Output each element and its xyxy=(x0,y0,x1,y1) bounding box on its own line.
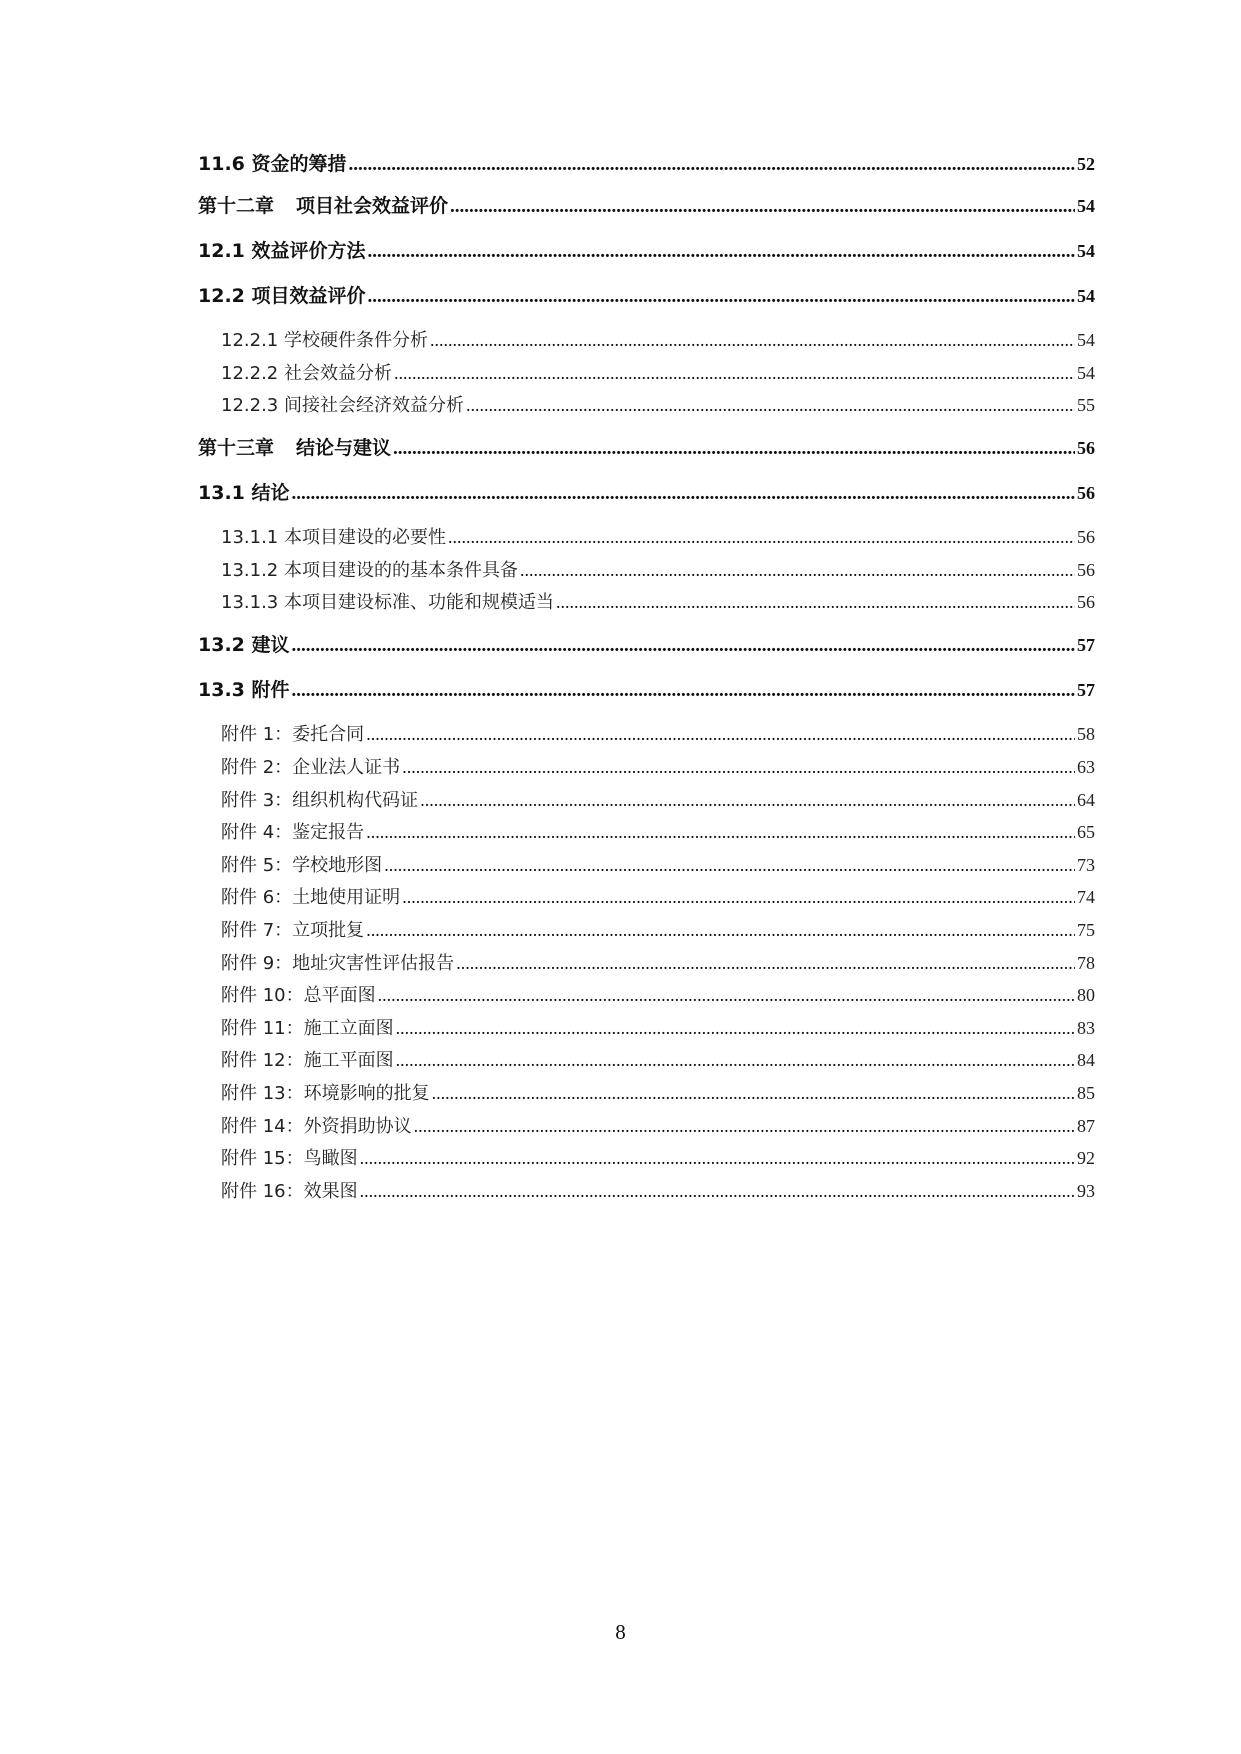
toc-entry xyxy=(198,391,1095,433)
toc-entry-title xyxy=(198,630,290,657)
toc-entry xyxy=(198,191,1095,236)
toc-entry-title xyxy=(221,720,364,746)
toc-entry-page: 85 xyxy=(1077,1082,1095,1103)
toc-dot-leader xyxy=(366,822,1075,843)
toc-entry xyxy=(198,588,1095,630)
toc-entry xyxy=(198,720,1095,753)
toc-entry xyxy=(198,433,1095,478)
toc-entry xyxy=(198,523,1095,556)
toc-entry-title xyxy=(198,149,347,176)
toc-entry-title-subtext: 结论与建议 xyxy=(296,437,392,460)
toc-entry xyxy=(198,1014,1095,1047)
toc-entry-title-text: 附件 5：学校地形图 xyxy=(221,854,383,876)
toc-entry-title-text: 13.3 附件 xyxy=(198,679,290,702)
toc-entry-title-text: 13.1 结论 xyxy=(198,482,290,505)
toc-dot-leader xyxy=(292,680,1076,702)
toc-entry-page: 92 xyxy=(1077,1148,1095,1169)
toc-entry-title xyxy=(221,1144,358,1170)
toc-entry xyxy=(198,916,1095,949)
toc-dot-leader xyxy=(384,855,1075,876)
toc-dot-leader xyxy=(414,1116,1075,1137)
toc-entry-title-text: 附件 13：环境影响的批复 xyxy=(221,1082,430,1104)
toc-entry-title-text: 附件 12：施工平面图 xyxy=(221,1050,394,1072)
toc-entry-page: 57 xyxy=(1077,680,1095,701)
toc-entry-page: 83 xyxy=(1077,1017,1095,1038)
toc-dot-leader xyxy=(292,635,1076,657)
toc-dot-leader xyxy=(450,196,1075,218)
toc-entry-title xyxy=(221,1046,394,1072)
toc-entry xyxy=(198,818,1095,851)
toc-entry xyxy=(198,786,1095,819)
toc-dot-leader xyxy=(396,1018,1075,1039)
table-of-contents xyxy=(198,149,1095,1209)
toc-entry xyxy=(198,851,1095,884)
toc-entry xyxy=(198,630,1095,675)
toc-dot-leader xyxy=(394,363,1075,384)
toc-dot-leader xyxy=(292,483,1076,505)
toc-entry-title xyxy=(221,391,464,417)
toc-entry-page: 63 xyxy=(1077,756,1095,777)
toc-entry-page: 87 xyxy=(1077,1115,1095,1136)
toc-entry xyxy=(198,281,1095,326)
toc-entry-page: 54 xyxy=(1077,330,1095,350)
toc-entry-page: 56 xyxy=(1077,527,1095,548)
toc-entry-title-text: 附件 15：鸟瞰图 xyxy=(221,1148,358,1170)
toc-dot-leader xyxy=(368,241,1076,263)
toc-entry-title-text: 附件 3：组织机构代码证 xyxy=(221,789,419,811)
toc-entry xyxy=(198,478,1095,523)
toc-entry-page: 57 xyxy=(1077,635,1095,656)
toc-dot-leader xyxy=(456,953,1075,974)
toc-entry-page: 78 xyxy=(1077,952,1095,973)
toc-dot-leader xyxy=(402,887,1075,908)
toc-dot-leader xyxy=(368,286,1076,308)
toc-entry-page: 74 xyxy=(1077,887,1095,908)
toc-entry-title xyxy=(221,818,364,844)
toc-entry-title-text: 附件 7：立项批复 xyxy=(221,919,365,941)
toc-entry-page: 54 xyxy=(1077,286,1095,306)
toc-entry xyxy=(198,753,1095,786)
toc-entry-page: 73 xyxy=(1077,854,1095,875)
toc-entry-page: 65 xyxy=(1077,822,1095,843)
toc-entry-title-text: 13.1.1 本项目建设的必要性 xyxy=(221,527,446,549)
toc-entry-title-text: 附件 1：委托合同 xyxy=(221,724,365,746)
toc-entry-page: 64 xyxy=(1077,789,1095,810)
toc-entry-title xyxy=(221,883,400,909)
toc-entry-page: 80 xyxy=(1077,985,1095,1006)
toc-entry-title-text: 附件 10：总平面图 xyxy=(221,985,376,1007)
toc-entry xyxy=(198,1177,1095,1210)
toc-entry-title-text: 11.6 资金的筹措 xyxy=(198,153,347,175)
toc-entry-page: 75 xyxy=(1077,919,1095,940)
toc-entry xyxy=(198,556,1095,589)
toc-entry-title xyxy=(221,523,446,549)
toc-entry-title-text: 附件 14：外资捐助协议 xyxy=(221,1115,412,1137)
toc-entry-title xyxy=(221,588,554,614)
toc-entry-title xyxy=(221,1079,430,1105)
toc-entry xyxy=(198,1112,1095,1145)
toc-entry-title xyxy=(221,326,428,352)
toc-entry-title xyxy=(221,753,400,779)
toc-entry xyxy=(198,359,1095,392)
toc-entry xyxy=(198,236,1095,281)
toc-dot-leader xyxy=(556,592,1075,613)
toc-entry-title xyxy=(198,281,366,308)
toc-entry-title-text: 12.2.3 间接社会经济效益分析 xyxy=(221,395,464,417)
toc-entry-title-text: 12.2.1 学校硬件条件分析 xyxy=(221,330,428,351)
toc-dot-leader xyxy=(432,1083,1075,1104)
toc-entry-title xyxy=(221,916,364,942)
toc-entry-title xyxy=(198,191,448,218)
toc-dot-leader xyxy=(430,330,1075,351)
toc-entry-title-text: 附件 9：地址灾害性评估报告 xyxy=(221,952,455,974)
toc-dot-leader xyxy=(448,527,1075,548)
toc-entry-page: 54 xyxy=(1077,196,1095,216)
toc-entry-title-text: 13.1.3 本项目建设标准、功能和规模适当 xyxy=(221,592,554,614)
toc-dot-leader xyxy=(420,790,1075,811)
toc-dot-leader xyxy=(393,438,1075,460)
toc-dot-leader xyxy=(520,560,1075,581)
toc-entry-page: 56 xyxy=(1077,438,1095,459)
toc-entry-title xyxy=(221,359,392,385)
toc-entry-title-text: 附件 6：土地使用证明 xyxy=(221,887,401,909)
toc-entry xyxy=(198,883,1095,916)
toc-entry-page: 52 xyxy=(1077,154,1095,174)
toc-dot-leader xyxy=(349,154,1076,176)
toc-dot-leader xyxy=(466,395,1075,416)
toc-entry-title xyxy=(221,851,382,877)
toc-dot-leader xyxy=(396,1050,1075,1071)
toc-entry xyxy=(198,981,1095,1014)
toc-dot-leader xyxy=(360,1181,1075,1202)
toc-entry xyxy=(198,1046,1095,1079)
toc-entry-title-text: 12.1 效益评价方法 xyxy=(198,240,366,262)
toc-dot-leader xyxy=(402,757,1075,778)
toc-entry-title xyxy=(221,1177,358,1203)
toc-entry-title-text: 12.2.2 社会效益分析 xyxy=(221,362,392,384)
toc-entry-page: 56 xyxy=(1077,559,1095,580)
toc-dot-leader xyxy=(366,724,1075,745)
toc-entry-page: 55 xyxy=(1077,395,1095,416)
toc-entry-title xyxy=(198,236,366,263)
toc-entry-title xyxy=(221,556,518,582)
toc-dot-leader xyxy=(366,920,1075,941)
toc-entry-title xyxy=(198,675,290,702)
toc-entry xyxy=(198,326,1095,359)
toc-entry-title xyxy=(198,433,391,460)
toc-entry-title xyxy=(221,1112,412,1138)
toc-entry-title-text: 13.1.2 本项目建设的的基本条件具备 xyxy=(221,559,518,581)
page-number: 8 xyxy=(615,1620,626,1644)
toc-entry-page: 54 xyxy=(1077,362,1095,383)
toc-entry xyxy=(198,149,1095,191)
toc-entry-title-text: 第十二章 xyxy=(198,195,275,217)
toc-entry-title xyxy=(221,949,454,975)
toc-entry-title-text: 第十三章 xyxy=(198,437,275,460)
toc-entry-page: 58 xyxy=(1077,724,1095,745)
toc-entry-title-text: 12.2 项目效益评价 xyxy=(198,285,366,307)
toc-entry xyxy=(198,949,1095,982)
toc-entry-page: 84 xyxy=(1077,1050,1095,1071)
toc-entry-title-text: 13.2 建议 xyxy=(198,634,290,657)
toc-entry-page: 93 xyxy=(1077,1180,1095,1201)
toc-entry-title-text: 附件 11：施工立面图 xyxy=(221,1017,394,1039)
toc-dot-leader xyxy=(378,985,1075,1006)
toc-entry-title-text: 附件 2：企业法人证书 xyxy=(221,756,401,778)
toc-entry-title-subtext: 项目社会效益评价 xyxy=(296,195,449,217)
toc-entry xyxy=(198,1144,1095,1177)
toc-entry-title-text: 附件 4：鉴定报告 xyxy=(221,822,365,844)
toc-entry-title xyxy=(221,786,418,812)
toc-dot-leader xyxy=(360,1148,1075,1169)
toc-entry-title-text: 附件 16：效果图 xyxy=(221,1180,358,1202)
toc-entry xyxy=(198,1079,1095,1112)
toc-entry-title xyxy=(221,1014,394,1040)
toc-entry-title xyxy=(221,981,376,1007)
toc-entry-page: 56 xyxy=(1077,592,1095,613)
toc-entry-title xyxy=(198,478,290,505)
toc-entry-page: 56 xyxy=(1077,483,1095,504)
toc-entry-page: 54 xyxy=(1077,241,1095,261)
toc-entry xyxy=(198,675,1095,720)
